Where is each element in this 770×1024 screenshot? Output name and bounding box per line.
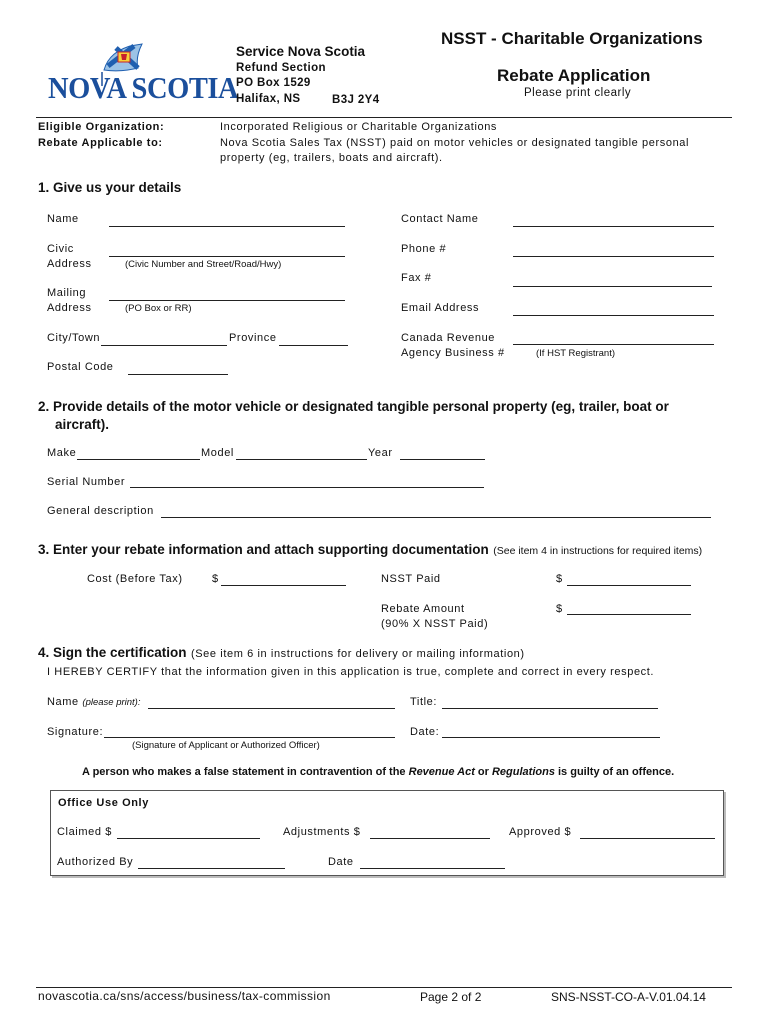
- mailing-address-label: Address: [47, 302, 92, 314]
- fax-field[interactable]: [513, 272, 712, 287]
- general-description-field[interactable]: [161, 503, 711, 518]
- office-date-label: Date: [328, 856, 354, 868]
- eligible-org-label: Eligible Organization:: [38, 121, 165, 133]
- eligible-org-value: Incorporated Religious or Charitable Organizations: [220, 121, 498, 133]
- agency-name: Service Nova Scotia: [236, 44, 366, 59]
- warning-or: or: [477, 766, 489, 778]
- nova-scotia-logo: [46, 42, 239, 112]
- date-field[interactable]: [442, 723, 660, 738]
- fax-label: Fax #: [401, 272, 432, 284]
- warning-text-2: is guilty of an offence.: [558, 766, 675, 778]
- office-use-title: Office Use Only: [58, 797, 149, 809]
- section3-heading: 3. Enter your rebate information and attach supporting documentation: [38, 542, 489, 557]
- serial-number-field[interactable]: [130, 473, 484, 488]
- section2-heading-2: aircraft).: [55, 417, 110, 432]
- nsst-paid-label: NSST Paid: [381, 573, 441, 585]
- mailing-address-field[interactable]: [109, 286, 345, 301]
- rebate-amount-label: Rebate Amount: [381, 603, 465, 615]
- footer-divider: [36, 987, 732, 988]
- postal-code-label: Postal Code: [47, 361, 114, 373]
- email-label: Email Address: [401, 302, 480, 314]
- warning-text-1: A person who makes a false statement in contravention of the: [82, 766, 406, 778]
- section4-note: (See item 6 in instructions for delivery or mailing information): [190, 648, 525, 660]
- rebate-amount-field[interactable]: [567, 600, 691, 615]
- approved-field[interactable]: [580, 824, 715, 839]
- civic-address-field[interactable]: [109, 242, 345, 257]
- print-note: Please print clearly: [524, 87, 632, 99]
- title-label: Title:: [410, 696, 438, 708]
- claimed-field[interactable]: [117, 824, 260, 839]
- make-label: Make: [47, 447, 77, 459]
- civic-label: Civic: [47, 243, 74, 255]
- refund-section: Refund Section: [236, 62, 326, 74]
- phone-label: Phone #: [401, 243, 447, 255]
- name-text: Name: [47, 696, 79, 708]
- section4-heading: 4. Sign the certification: [38, 645, 187, 660]
- make-field[interactable]: [77, 445, 200, 460]
- model-label: Model: [201, 447, 234, 459]
- mailing-hint: (PO Box or RR): [125, 303, 192, 314]
- rebate-calc-label: (90% X NSST Paid): [381, 618, 489, 630]
- contact-name-field[interactable]: [513, 212, 714, 227]
- mailing-label: Mailing: [47, 287, 87, 299]
- title-field[interactable]: [442, 694, 658, 709]
- cra-label: Canada Revenue: [401, 332, 496, 344]
- civic-address-label: Address: [47, 258, 92, 270]
- section3-heading-row: [38, 541, 702, 559]
- city: Halifax, NS: [236, 93, 301, 105]
- authorized-by-field[interactable]: [138, 854, 285, 869]
- city-town-label: City/Town: [47, 332, 101, 344]
- rebate-applicable-value: Nova Scotia Sales Tax (NSST) paid on motor vehicles or designated tangible personal: [220, 137, 690, 149]
- footer-url[interactable]: novascotia.ca/sns/access/business/tax-commission: [38, 989, 331, 1003]
- office-use-box: [50, 790, 724, 876]
- contact-name-label: Contact Name: [401, 213, 479, 225]
- province-label: Province: [229, 332, 277, 344]
- name-label: Name: [47, 213, 79, 225]
- postal-code: B3J 2Y4: [332, 94, 380, 106]
- section4-heading-row: [38, 644, 525, 662]
- signature-field[interactable]: [104, 723, 395, 738]
- phone-field[interactable]: [513, 242, 714, 257]
- false-statement-warning: [82, 766, 674, 778]
- adjustments-field[interactable]: [370, 824, 490, 839]
- logo-text: NOVA SCOTIA: [48, 70, 239, 105]
- name-field[interactable]: [109, 212, 345, 227]
- signature-label: Signature:: [47, 726, 104, 738]
- city-town-field[interactable]: [101, 331, 227, 346]
- section3-note: (See item 4 in instructions for required items): [493, 545, 703, 557]
- serial-number-label: Serial Number: [47, 476, 126, 488]
- signature-hint: (Signature of Applicant or Authorized Officer): [132, 740, 320, 751]
- claimed-label: Claimed $: [57, 826, 112, 838]
- please-print-hint: (please print):: [82, 697, 141, 708]
- adjustments-label: Adjustments $: [283, 826, 361, 838]
- header-divider: [36, 117, 732, 118]
- general-description-label: General description: [47, 505, 154, 517]
- signer-name-field[interactable]: [148, 694, 395, 709]
- approved-label: Approved $: [509, 826, 572, 838]
- office-date-field[interactable]: [360, 854, 505, 869]
- date-label: Date:: [410, 726, 440, 738]
- cost-dollar: $: [212, 573, 219, 585]
- rebate-amount-dollar: $: [556, 603, 563, 615]
- cra-label-2: Agency Business #: [401, 347, 505, 359]
- rebate-applicable-label: Rebate Applicable to:: [38, 137, 163, 149]
- warning-act: Revenue Act: [408, 766, 475, 778]
- nsst-paid-dollar: $: [556, 573, 563, 585]
- nsst-paid-field[interactable]: [567, 571, 691, 586]
- cost-field[interactable]: [221, 571, 346, 586]
- form-subtitle: Rebate Application: [497, 66, 651, 85]
- po-box: PO Box 1529: [236, 77, 311, 89]
- section2-heading: 2. Provide details of the motor vehicle or designated tangible personal property (eg, trailer, boat or: [38, 399, 669, 414]
- section1-heading: 1. Give us your details: [38, 180, 182, 195]
- form-title: NSST - Charitable Organizations: [441, 29, 703, 48]
- year-field[interactable]: [400, 445, 485, 460]
- certify-statement: I HEREBY CERTIFY that the information given in this application is true, complete and correct in every respect.: [47, 666, 655, 678]
- cost-label: Cost (Before Tax): [87, 573, 183, 585]
- model-field[interactable]: [236, 445, 367, 460]
- cra-hint: (If HST Registrant): [536, 348, 616, 359]
- authorized-by-label: Authorized By: [57, 856, 134, 868]
- postal-code-field[interactable]: [128, 360, 228, 375]
- signer-name-label: [47, 696, 141, 708]
- cra-business-field[interactable]: [513, 330, 714, 345]
- year-label: Year: [368, 447, 393, 459]
- footer-page-number: Page 2 of 2: [420, 990, 482, 1004]
- warning-regs: Regulations: [491, 766, 555, 778]
- province-field[interactable]: [279, 331, 348, 346]
- email-field[interactable]: [513, 301, 714, 316]
- civic-hint: (Civic Number and Street/Road/Hwy): [125, 259, 282, 270]
- footer-form-id: SNS-NSST-CO-A-V.01.04.14: [551, 990, 706, 1004]
- rebate-applicable-value-2: property (eg, trailers, boats and aircraft).: [220, 152, 443, 164]
